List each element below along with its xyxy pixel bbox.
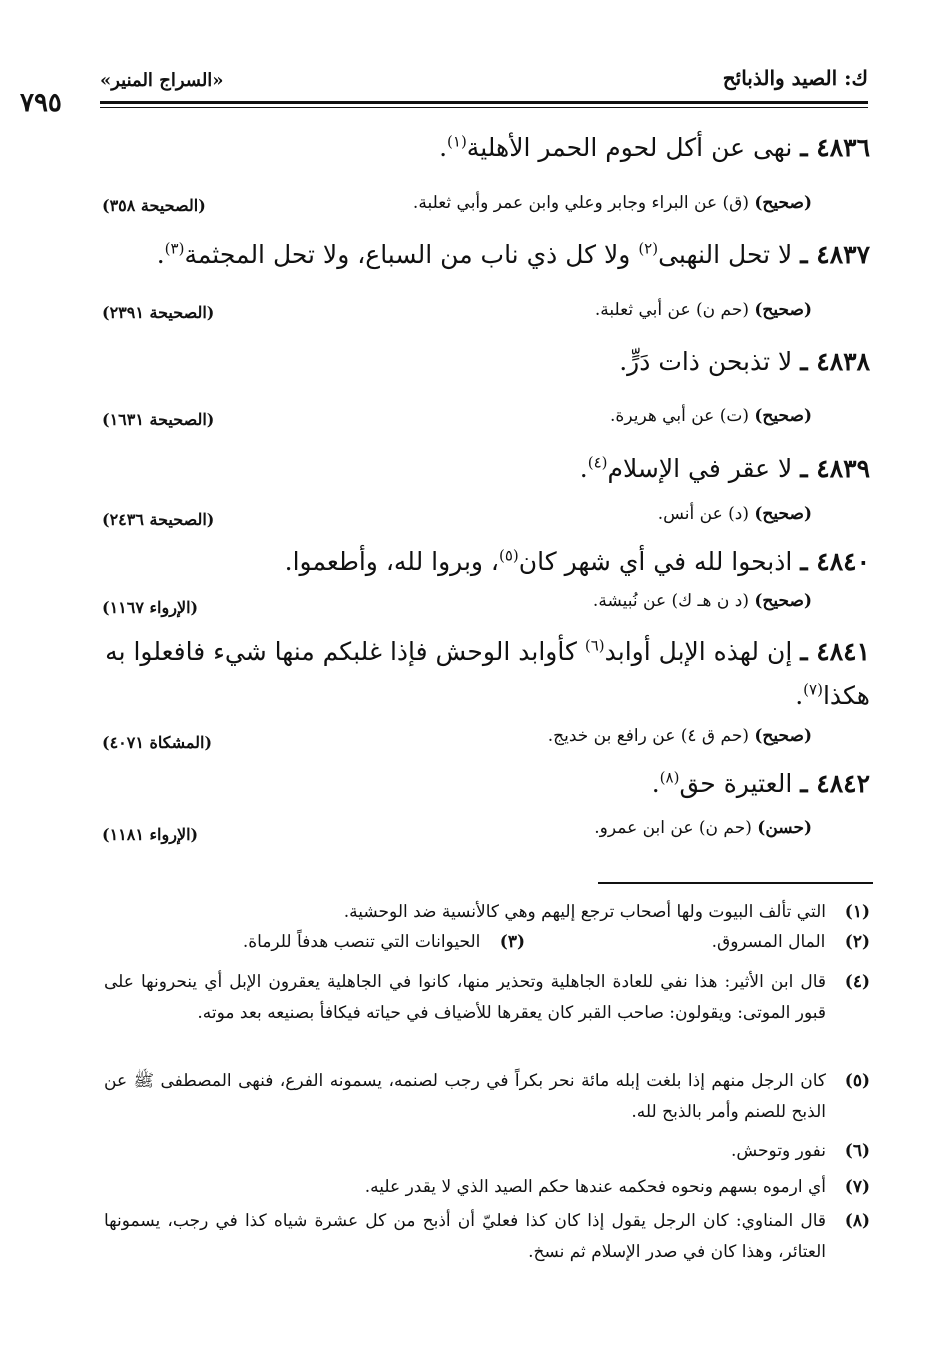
- footnote-ref: (٤): [587, 453, 608, 472]
- footnote-ref: (٢): [638, 239, 659, 258]
- hadith-source: [658, 504, 812, 524]
- hadith-narrators: (د) عن أنس.: [657, 504, 749, 524]
- hadith-number: ٤٨٤١ ـ: [800, 637, 870, 666]
- hadith-4837: ٤٨٣٧ ـ لا تحل النهبى$^{(٢)}$ ولا كل ذي ناب من السباع، ولا تحل المجثمة$^{(٣)}$.: [156, 239, 870, 269]
- hadith-grade: (حسن): [757, 818, 812, 838]
- footnote-number: (١): [844, 902, 870, 922]
- footnote-2: [712, 932, 870, 952]
- header-rule-thin: [100, 107, 868, 108]
- footnote-text: الحيوانات التي تنصب هدفاً للرماة.: [242, 932, 481, 952]
- footnote-text: التي تألف البيوت ولها أصحاب ترجع إليهم وهي كالأنسية ضد الوحشية.: [343, 902, 826, 922]
- hadith-4836: ٤٨٣٦ ـ نهى عن أكل لحوم الحمر الأهلية$^{(١)}$.: [439, 132, 870, 162]
- hadith-text: لا عقر في الإسلام: [607, 454, 793, 483]
- footnote-6: [104, 1136, 870, 1167]
- footnote-3: [243, 932, 525, 952]
- hadith-narrators: (حم ن) عن ابن عمرو.: [594, 818, 752, 838]
- footnote-4: [104, 967, 870, 1029]
- footnote-ref: (١): [447, 132, 467, 151]
- footnote-number: (٤): [844, 972, 870, 992]
- hadith-grade: (صحيح): [754, 726, 812, 746]
- footnote-5: [104, 1066, 870, 1128]
- footnote-ref: (٥): [499, 546, 519, 565]
- hadith-number: ٤٨٣٦ ـ: [800, 133, 870, 162]
- footnote-ref: (٣): [164, 239, 185, 258]
- footnote-number: (٦): [844, 1141, 870, 1161]
- hadith-text: العتيرة حق: [679, 769, 793, 798]
- hadith-reference: (الإرواء ١١٨١): [102, 825, 199, 844]
- hadith-number: ٤٨٣٩ ـ: [800, 454, 870, 483]
- footnote-number: (٧): [844, 1177, 870, 1197]
- hadith-narrators: (د ن هـ ك) عن نُبيشة.: [592, 591, 749, 611]
- footnote-separator: [598, 882, 873, 884]
- footnote-text: قال المناوي: كان الرجل يقول إذا كان كذا فعليّ أن أذبح من كل عشرة شياه كذا في رجب، يسمونها العتائر، وهذا كان في صدر الإسلام ثم نسخ.: [104, 1211, 826, 1262]
- hadith-source: [594, 818, 812, 838]
- footnote-number: (٥): [844, 1071, 870, 1091]
- book-title: «السراج المنير»: [100, 70, 224, 91]
- footnote-number: (٣): [499, 932, 525, 952]
- hadith-4842: ٤٨٤٢ ـ العتيرة حق$^{(٨)}$.: [651, 768, 870, 798]
- hadith-number: ٤٨٤٢ ـ: [800, 769, 870, 798]
- footnote-text: أي ارموه بسهم ونحوه فحكمه عندها حكم الصيد الذي لا يقدر عليه.: [364, 1177, 826, 1197]
- hadith-number: ٤٨٣٨ ـ: [800, 347, 870, 376]
- chapter-title: ك: الصيد والذبائح: [722, 66, 868, 90]
- hadith-text: اذبحوا لله في أي شهر كان: [518, 547, 793, 576]
- footnote-7: [104, 1172, 870, 1203]
- footnote-1: [104, 897, 870, 928]
- hadith-grade: (صحيح): [754, 591, 812, 611]
- hadith-4839: ٤٨٣٩ ـ لا عقر في الإسلام$^{(٤)}$.: [579, 453, 870, 483]
- footnote-text: المال المسروق.: [711, 932, 826, 952]
- hadith-narrators: (ق) عن البراء وجابر وعلي وابن عمر وأبي ثعلبة.: [412, 193, 749, 213]
- hadith-source: [595, 300, 812, 320]
- hadith-grade: (صحيح): [754, 193, 812, 213]
- hadith-source: [548, 726, 812, 746]
- footnote-number: (٢): [844, 932, 870, 952]
- footnote-ref: (٦): [584, 636, 605, 655]
- hadith-text: نهى عن أكل لحوم الحمر الأهلية: [466, 133, 793, 162]
- hadith-4838: [100, 340, 870, 384]
- hadith-text: إن لهذه الإبل أوابد: [604, 637, 793, 666]
- hadith-source: [593, 591, 812, 611]
- hadith-number: ٤٨٤٠ ـ: [800, 547, 870, 576]
- hadith-number: ٤٨٣٧ ـ: [800, 240, 870, 269]
- footnote-8: [104, 1206, 870, 1268]
- hadith-reference: (الصحيحة ٣٥٨): [102, 196, 206, 215]
- hadith-text: لا تذبحن ذات دَرٍّ.: [619, 347, 793, 376]
- hadith-source: [610, 406, 812, 426]
- hadith-narrators: (ت) عن أبي هريرة.: [610, 406, 749, 426]
- footnote-text: قال ابن الأثير: هذا نفي للعادة الجاهلية وتحذير منها، كانوا في الجاهلية يعقرون الإبل أي ينحرونها على قبور الموتى: ويقولون: صاحب القبر كان يعقرها للأضياف في حياته فيكافأ بصنيعه بعد موته.: [104, 972, 826, 1023]
- hadith-source: [413, 193, 812, 213]
- page-number: ٧٩٥: [20, 88, 62, 118]
- hadith-reference: (المشكاة ٤٠٧١): [102, 733, 213, 752]
- hadith-4841: ٤٨٤١ ـ إن لهذه الإبل أوابد$^{(٦)}$ كأوابد الوحش فإذا غلبكم منها شيء فافعلوا به هكذا$^{(٧)}$.: [105, 636, 870, 710]
- hadith-narrators: (حم ق ٤) عن رافع بن خديج.: [547, 726, 749, 746]
- hadith-narrators: (حم ن) عن أبي ثعلبة.: [594, 300, 749, 320]
- footnote-text: كان الرجل منهم إذا بلغت إبله مائة نحر بكراً في رجب لصنمه، يسمونه الفرع، فنهى المصطفى ﷺ عن الذبح للصنم وأمر بالذبح لله.: [104, 1071, 826, 1122]
- footnote-number: (٨): [844, 1211, 870, 1231]
- hadith-grade: (صحيح): [754, 406, 812, 426]
- footnote-ref: (٧): [803, 680, 823, 699]
- hadith-reference: (الإرواء ١١٦٧): [102, 598, 199, 617]
- footnote-ref: (٨): [659, 768, 680, 787]
- hadith-reference: (الصحيحة ٢٤٣٦): [102, 510, 215, 529]
- hadith-4840: ٤٨٤٠ ـ اذبحوا لله في أي شهر كان$^{(٥)}$، وبروا لله، وأطعموا.: [284, 546, 870, 576]
- footnote-text: نفور وتوحش.: [730, 1141, 826, 1161]
- hadith-reference: (الصحيحة ١٦٣١): [102, 410, 215, 429]
- header-rule-thick: [100, 101, 868, 104]
- hadith-reference: (الصحيحة ٢٣٩١): [102, 303, 215, 322]
- hadith-grade: (صحيح): [754, 300, 812, 320]
- hadith-grade: (صحيح): [754, 504, 812, 524]
- hadith-text: لا تحل النهبى: [658, 240, 793, 269]
